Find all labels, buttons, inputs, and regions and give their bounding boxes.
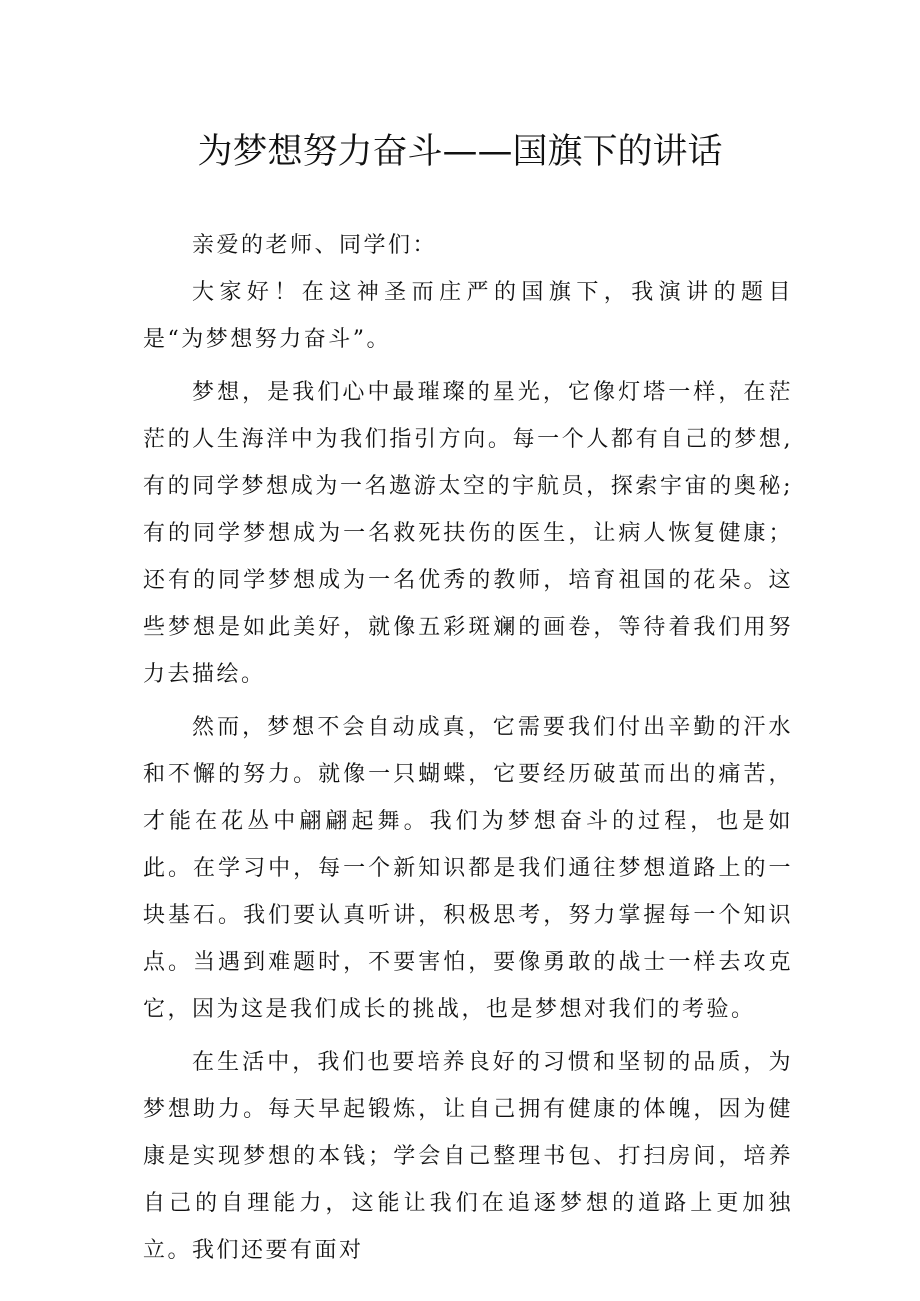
document-body bbox=[143, 222, 793, 1274]
document-title: 为梦想努力奋斗——国旗下的讲话 bbox=[197, 132, 723, 172]
paragraph-salutation: 亲爱的老师、同学们： bbox=[192, 233, 438, 258]
paragraph-greeting: 大家好！在这神圣而庄严的国旗下，我演讲的题目是“为梦想努力奋斗”。 bbox=[143, 280, 793, 352]
paragraph-dreams: 梦想，是我们心中最璀璨的星光，它像灯塔一样，在茫茫的人生海洋中为我们指引方向。每一个人都有自己的梦想,有的同学梦想成为一名遨游太空的宇航员，探索宇宙的奥秘;有的同学梦想成为一名救死扶伤的医生，让病人恢复健康；还有的同学梦想成为一名优秀的教师，培育祖国的花朵。这些梦想是如此美好，就像五彩斑斓的画卷，等待着我们用努力去描绘。 bbox=[143, 380, 793, 687]
paragraph-life: 在生活中，我们也要培养良好的习惯和坚韧的品质，为梦想助力。每天早起锻炼，让自己拥有健康的体魄，因为健康是实现梦想的本钱；学会自己整理书包、打扫房间，培养自己的自理能力，这能让我们在追逐梦想的道路上更加独立。我们还要有面对 bbox=[143, 1050, 793, 1263]
paragraph-effort: 然而，梦想不会自动成真，它需要我们付出辛勤的汗水和不懈的努力。就像一只蝴蝶，它要经历破茧而出的痛苦，才能在花丛中翩翩起舞。我们为梦想奋斗的过程，也是如此。在学习中，每一个新知识都是我们通往梦想道路上的一块基石。我们要认真听讲，积极思考，努力掌握每一个知识点。当遇到难题时，不要害怕，要像勇敢的战士一样去攻克它，因为这是我们成长的挑战，也是梦想对我们的考验。 bbox=[143, 715, 793, 1022]
